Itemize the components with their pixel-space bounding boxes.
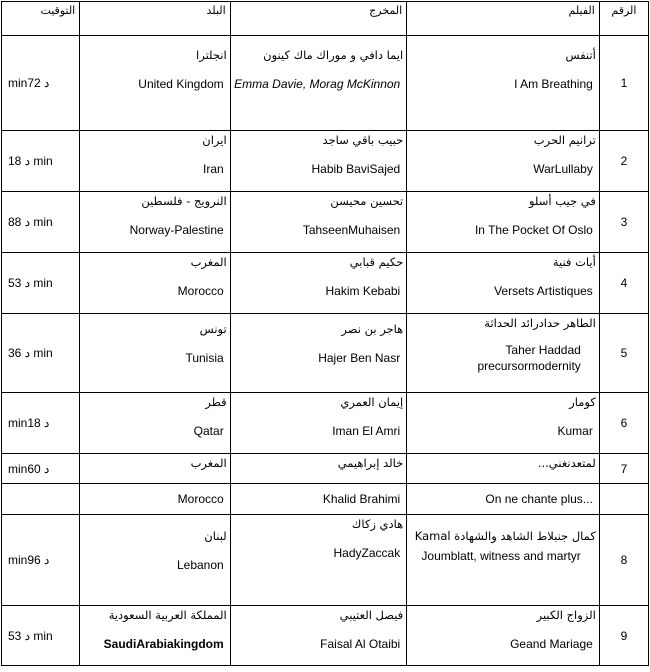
country-en: Qatar: [193, 424, 224, 438]
country-ar: قطر: [205, 395, 227, 409]
time-cell: د 18 min: [2, 131, 80, 192]
country-ar: المغرب: [190, 255, 227, 269]
country-ar: انجلترا: [196, 48, 227, 62]
number-cell: 7: [599, 454, 648, 484]
film-cell: [407, 36, 600, 131]
number-cell: 1: [599, 36, 648, 131]
film-ar: أيات فنية: [552, 255, 596, 269]
director-cell: [230, 36, 407, 131]
director-ar: هادي زكاك: [351, 517, 404, 531]
table-row-continued: [2, 484, 649, 515]
time-cell: د 53 min: [2, 606, 80, 666]
country-ar: لبنان: [204, 529, 227, 543]
director-cell: [230, 393, 407, 454]
director-en: Hajer Ben Nasr: [318, 351, 401, 365]
director-en: Iman El Amri: [332, 424, 401, 438]
country-cell: [80, 314, 230, 393]
film-cell: [407, 393, 600, 454]
number-cell: 8: [599, 515, 648, 606]
country-cell: [80, 484, 230, 515]
film-ar: الزواج الكبير: [536, 608, 596, 622]
country-ar: تونس: [199, 322, 227, 336]
header-row: [2, 2, 649, 36]
director-cell: [230, 515, 407, 606]
director-cell: [230, 131, 407, 192]
film-cell: [407, 314, 600, 393]
film-ar: أتنفس: [565, 48, 596, 62]
country-cell: [80, 454, 230, 484]
film-ar: لمتعدنغني...: [537, 456, 596, 470]
header-country: البلد: [80, 2, 230, 36]
film-ar: الطاهر حدادرائد الحداثة: [484, 316, 596, 330]
header-number: الرقم: [599, 2, 648, 36]
table-row: [2, 36, 649, 131]
country-cell: [80, 515, 230, 606]
film-en: Kumar: [557, 424, 593, 438]
film-schedule-table: [1, 1, 649, 666]
director-en: Habib BaviSajed: [311, 162, 401, 176]
country-ar: المغرب: [190, 456, 227, 470]
film-cell: [407, 192, 600, 253]
director-en: Hakim Kebabi: [325, 284, 401, 298]
director-cell: [230, 192, 407, 253]
country-cell: [80, 606, 230, 666]
number-cell-empty: [599, 484, 648, 515]
director-cell: [230, 314, 407, 393]
country-cell: [80, 393, 230, 454]
film-ar: كومار: [569, 395, 596, 409]
table-row: [2, 314, 649, 393]
director-en: Emma Davie, Morag McKinnon: [234, 77, 401, 91]
director-cell: [230, 454, 407, 484]
number-cell: 5: [599, 314, 648, 393]
number-cell: 9: [599, 606, 648, 666]
director-ar: إيمان العمري: [340, 395, 404, 409]
time-cell: min96 د: [2, 515, 80, 606]
director-ar: حبيب باقي ساجد: [322, 133, 404, 147]
film-en: Joumblatt, witness and martyr: [421, 549, 581, 563]
film-en: Taher Haddad precursormodernity: [477, 343, 581, 373]
film-en: Geand Mariage: [510, 637, 593, 651]
header-director: المخرج: [230, 2, 407, 36]
table-row: [2, 606, 649, 666]
director-cell: [230, 606, 407, 666]
country-cell: [80, 131, 230, 192]
time-cell: د 53 min: [2, 253, 80, 314]
table-row: [2, 393, 649, 454]
film-cell: [407, 606, 600, 666]
number-cell: 2: [599, 131, 648, 192]
time-cell: min18 د: [2, 393, 80, 454]
time-cell-empty: [2, 484, 80, 515]
country-en: Tunisia: [185, 351, 224, 365]
country-ar: ايران: [202, 133, 227, 147]
country-ar: النرويج - فلسطين: [141, 194, 227, 208]
film-ar: كمال جنبلاط الشاهد والشهادة Kamal: [414, 529, 596, 543]
country-en: Morocco: [177, 492, 224, 506]
director-ar: خالد إبراهيمي: [337, 456, 404, 470]
film-cell: [407, 253, 600, 314]
country-en: Lebanon: [176, 558, 224, 572]
director-ar: فيصل العتيبي: [339, 608, 404, 622]
film-en: WarLullaby: [533, 162, 593, 176]
country-ar: المملكة العربية السعودية: [108, 608, 227, 622]
table-row: [2, 131, 649, 192]
number-cell: 6: [599, 393, 648, 454]
director-ar: حكيم قبابي: [349, 255, 404, 269]
director-en: HadyZaccak: [333, 546, 401, 560]
header-film: الفيلم: [407, 2, 600, 36]
director-en: Faisal Al Otaibi: [320, 637, 401, 651]
director-cell: [230, 253, 407, 314]
director-ar: تحسين محيسن: [330, 194, 404, 208]
director-en: TahseenMuhaisen: [302, 223, 401, 237]
film-cell: [407, 484, 600, 515]
country-cell: [80, 253, 230, 314]
country-en: United Kingdom: [138, 77, 224, 91]
header-time: التوقيت: [2, 2, 80, 36]
film-en: Versets Artistiques: [494, 284, 593, 298]
table-row: [2, 454, 649, 484]
film-en: I Am Breathing: [514, 77, 593, 91]
table-row: [2, 515, 649, 606]
country-cell: [80, 192, 230, 253]
director-ar: ايما دافي و موراك ماك كينون: [263, 48, 404, 62]
time-cell: min72 د: [2, 36, 80, 131]
country-en: Iran: [203, 162, 224, 176]
film-en: On ne chante plus...: [485, 492, 593, 506]
table-row: [2, 253, 649, 314]
film-cell: [407, 515, 600, 606]
film-ar: في جيب أسلو: [528, 194, 596, 208]
country-en: SaudiArabiakingdom: [103, 637, 224, 651]
film-ar: ترانيم الحرب: [533, 133, 596, 147]
film-cell: [407, 131, 600, 192]
film-cell: [407, 454, 600, 484]
director-ar: هاجر بن نصر: [341, 322, 404, 336]
director-en: Khalid Brahimi: [322, 492, 401, 506]
time-cell: min60 د: [2, 454, 80, 484]
country-cell: [80, 36, 230, 131]
film-en: In The Pocket Of Oslo: [474, 223, 593, 237]
country-en: Morocco: [177, 284, 224, 298]
time-cell: د 36 min: [2, 314, 80, 393]
time-cell: د 88 min: [2, 192, 80, 253]
table-row: [2, 192, 649, 253]
director-cell: [230, 484, 407, 515]
number-cell: 4: [599, 253, 648, 314]
number-cell: 3: [599, 192, 648, 253]
country-en: Norway-Palestine: [129, 223, 224, 237]
